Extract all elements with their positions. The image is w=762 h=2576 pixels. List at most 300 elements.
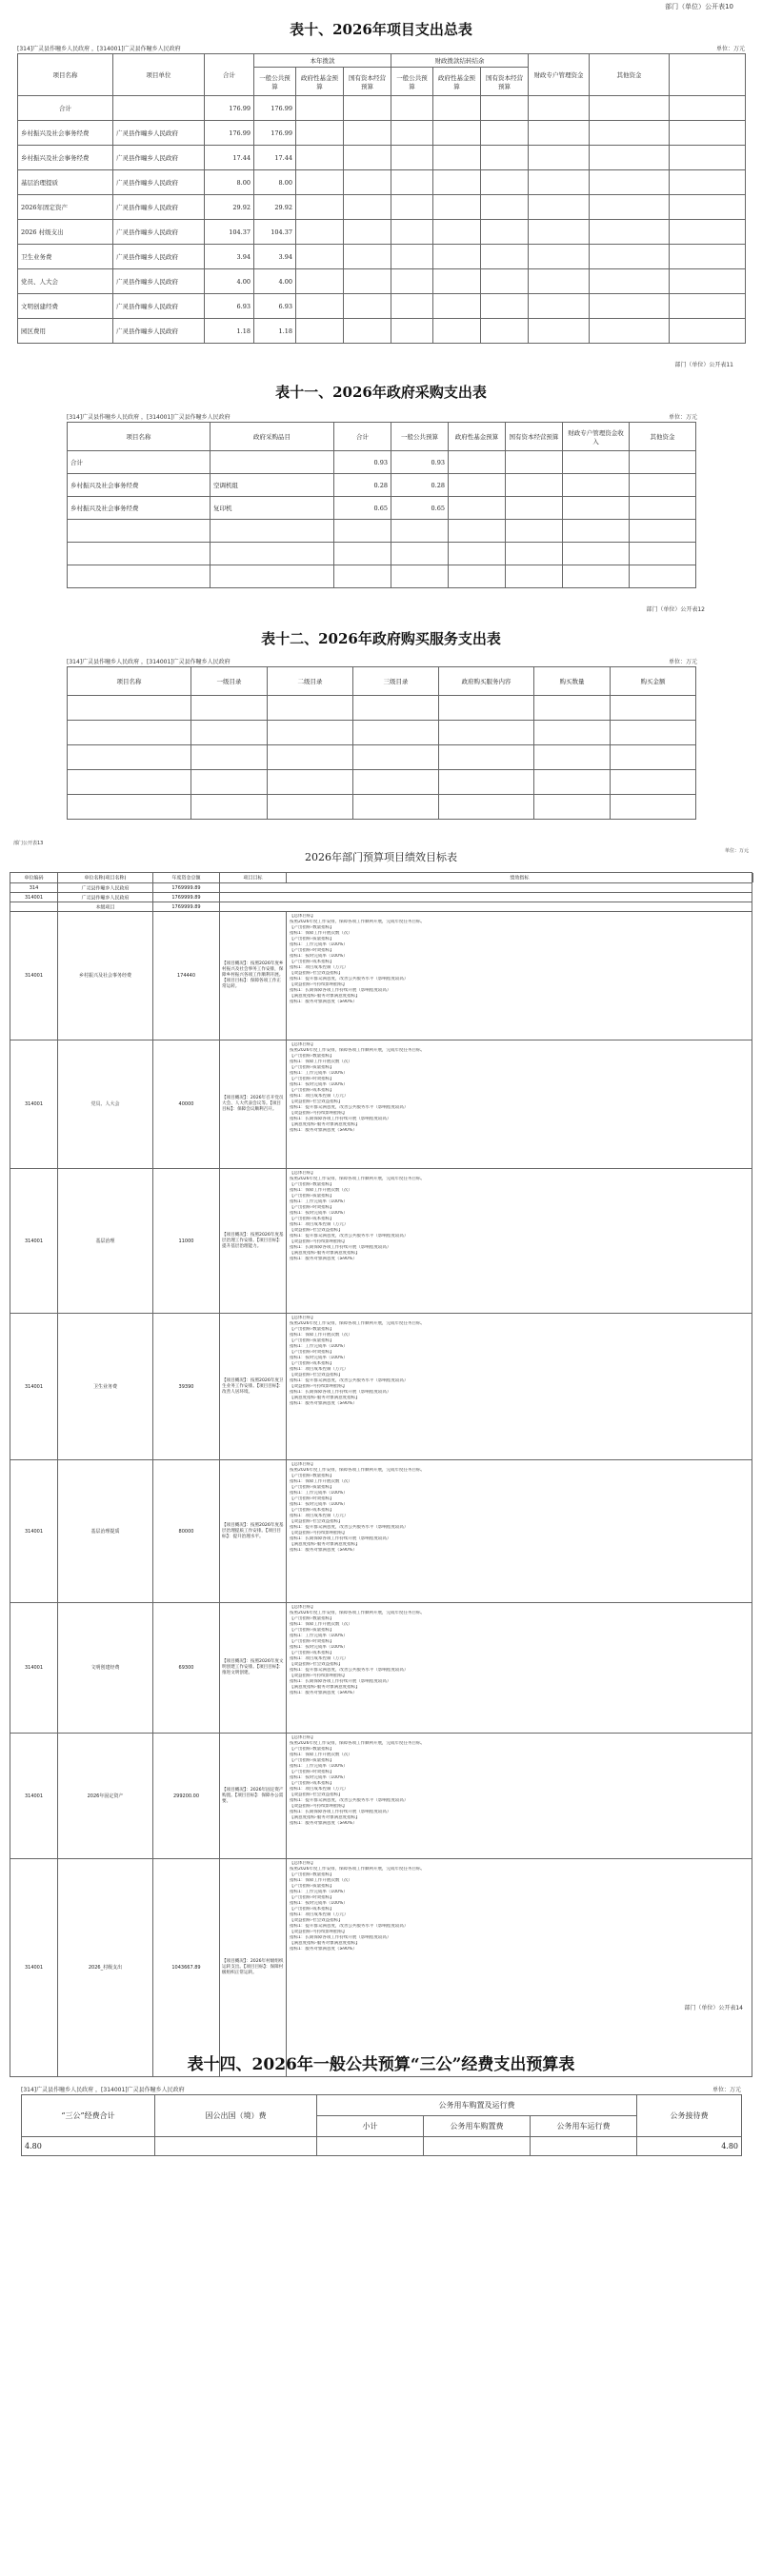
t13-indicator-line: 指标1：工作完成率（100%） <box>290 1764 348 1769</box>
table-11-title: 表十一、2026年政府采购支出表 <box>275 384 487 401</box>
table-12 <box>67 666 696 820</box>
t14-h-operation: 公务用车运行费 <box>531 2116 637 2137</box>
t13-project-name: 文明创建经费 <box>90 1665 120 1671</box>
t13-project-goal-cell <box>220 1603 287 1733</box>
t10-cell-empty <box>296 195 344 220</box>
t10-cell-empty <box>529 170 590 195</box>
t10-cell-name: 基层治理提质 <box>18 170 113 195</box>
t13-project-goal: 【项目概况】：按照2026年度卫生业务工作安排。【项目目标】：改善人居环境。 <box>222 1377 284 1395</box>
t12-empty-cell <box>534 721 611 745</box>
t13-summary-text: 1769999.89 <box>171 884 201 891</box>
t13-project-row <box>10 1314 752 1460</box>
t13-indicator-line: 【产出指标-数量指标】 <box>290 1616 334 1621</box>
t10-h-special: 财政专户管理资金 <box>529 54 590 96</box>
t13-indicator-line: 指标1：保障工作开展次数（次） <box>290 1479 352 1484</box>
t13-indicators <box>290 1316 751 1458</box>
t10-cell-total: 1.18 <box>205 319 254 344</box>
table-row <box>18 269 746 294</box>
t13-indicator-line: 【总体目标】 <box>290 1042 315 1047</box>
t14-abroad-value <box>155 2137 317 2156</box>
t13-indicator-line: 【产出指标-数量指标】 <box>290 1873 334 1877</box>
t11-header-cell: 政府采购品目 <box>211 423 334 451</box>
table-10-unit-left: [314]广灵县作疃乡人民政府 ，[314001]广灵县作疃乡人民政府 <box>17 46 181 52</box>
t10-cell-unit: 广灵县作疃乡人民政府 <box>113 146 205 170</box>
t13-indicator-line: 指标1：按时完成率（100%） <box>290 1645 348 1650</box>
table-10-section <box>0 0 762 376</box>
t13-summary-cell <box>153 893 220 902</box>
t13-indicator-line: 指标1：提升群众满意度，改善公共服务水平（影响程度较高） <box>290 1924 409 1929</box>
t13-project-amount-cell <box>153 1734 220 1858</box>
t14-h-reception: 公务接待费 <box>637 2095 742 2137</box>
t10-h-unit: 项目单位 <box>113 54 205 96</box>
t10-cell-name: 卫生业务费 <box>18 245 113 269</box>
t13-project-goal-cell <box>220 912 287 1040</box>
t13-header-cell <box>10 873 58 882</box>
t10-cell-general: 4.00 <box>254 269 296 294</box>
t13-indicator-line: 【产出指标-时效指标】 <box>290 1205 334 1210</box>
t13-project-name: 党员、人大会 <box>90 1101 120 1107</box>
t10-cell-empty <box>590 269 670 294</box>
t11-cell <box>449 451 506 474</box>
t13-project-name: 乡村振兴及社会事务经费 <box>78 973 131 979</box>
t13-indicator-line: 【产出指标-数量指标】 <box>290 1747 334 1752</box>
t13-indicator-line: 【产出指标-成本指标】 <box>290 960 334 964</box>
t10-cell-empty <box>391 121 433 146</box>
t13-project-goal: 【项目概况】：按照2026年度乡村振兴及社会事务工作安排，保障乡村振兴各项工作顺利开展。【项目目标】：保障各项工作正常运转。 <box>222 961 284 989</box>
t11-header-cell: 财政专户管理资金收入 <box>563 423 630 451</box>
t11-cell <box>630 474 696 497</box>
t12-empty-cell <box>611 721 696 745</box>
t10-cell-empty <box>296 294 344 319</box>
t10-cell-empty <box>296 96 344 121</box>
t13-indicator-line: 指标1：服务对象满意度（≥90%） <box>290 1548 357 1553</box>
t11-empty-cell <box>334 520 391 543</box>
t11-cell: 0.28 <box>391 474 449 497</box>
t10-cell-empty <box>481 96 529 121</box>
t10-cell-total: 176.99 <box>205 121 254 146</box>
t10-cell-empty <box>296 121 344 146</box>
t10-cell-total: 6.93 <box>205 294 254 319</box>
t10-cell-empty <box>590 170 670 195</box>
t11-empty-cell <box>563 565 630 588</box>
t13-summary-cell <box>58 883 153 892</box>
t13-project-name-cell <box>58 1734 153 1858</box>
t10-cell-empty <box>670 220 746 245</box>
t13-project-amount-cell <box>153 1314 220 1459</box>
t13-indicator-line: 【产出指标-时效指标】 <box>290 1077 334 1081</box>
table-11-footer: 部门（单位）公开表12 <box>646 606 705 613</box>
t13-indicator-line: 指标1：服务对象满意度（≥90%） <box>290 1257 357 1261</box>
t10-cell-empty <box>344 220 391 245</box>
t13-indicator-line: 指标1：服务对象满意度（≥90%） <box>290 1401 357 1406</box>
t12-empty-cell <box>439 721 534 745</box>
t10-cell-empty <box>670 319 746 344</box>
table-10-title: 表十、2026年项目支出总表 <box>290 21 472 38</box>
t12-header-cell: 二级目录 <box>268 667 353 696</box>
t10-cell-empty <box>529 121 590 146</box>
t10-cell-empty <box>481 269 529 294</box>
t13-indicator-line: 【产出指标-质量指标】 <box>290 1194 334 1199</box>
t13-indicator-line: 【总体目标】 <box>290 1735 315 1740</box>
t12-empty-cell <box>191 795 268 820</box>
t10-cell-empty <box>433 146 481 170</box>
t14-operation-value <box>531 2137 637 2156</box>
t10-cell-empty <box>670 170 746 195</box>
t13-indicator-line: 【产出指标-质量指标】 <box>290 1338 334 1343</box>
t11-empty-cell <box>211 543 334 565</box>
t12-empty-cell <box>353 795 439 820</box>
t11-empty-cell <box>630 520 696 543</box>
t13-header-text: 年度资金总额 <box>171 875 201 882</box>
t10-h-state: 国有资本经营预算 <box>344 68 391 96</box>
t13-project-code-cell <box>10 1460 58 1602</box>
t10-cell-name: 乡村振兴及社会事务经费 <box>18 121 113 146</box>
t10-cell-general: 3.94 <box>254 245 296 269</box>
t13-project-amount: 1043667.89 <box>171 1965 201 1971</box>
t13-header-text: 单位名称(项目名称) <box>84 875 127 882</box>
t11-empty-cell <box>391 520 449 543</box>
t11-header-cell: 项目名称 <box>68 423 211 451</box>
table-12-section <box>0 619 762 838</box>
t12-empty-cell <box>268 721 353 745</box>
t12-header-cell: 政府购买服务内容 <box>439 667 534 696</box>
t10-cell-empty <box>529 319 590 344</box>
table-12-unit-right: 单位：万元 <box>668 659 697 665</box>
t13-header-cell <box>153 873 220 882</box>
t13-project-name-cell <box>58 1460 153 1602</box>
t13-indicator-line: 指标1：长期保障各项工作持续开展（影响程度较高） <box>290 1245 391 1250</box>
t13-summary-text: 1769999.89 <box>171 903 201 910</box>
t13-project-name-cell <box>58 1169 153 1313</box>
t13-indicator-line: 【产出指标-质量指标】 <box>290 1485 334 1490</box>
t11-cell: 空调机组 <box>211 474 334 497</box>
t13-indicator-line: 指标1：项目成本控制（万元） <box>290 1787 349 1792</box>
t10-cell-empty <box>391 220 433 245</box>
t10-cell-total: 29.92 <box>205 195 254 220</box>
t12-empty-cell <box>191 745 268 770</box>
t10-cell-empty <box>391 146 433 170</box>
t13-summary-text: 本级项目 <box>95 904 115 910</box>
t13-indicator-line: 指标1：保障工作开展次数（次） <box>290 1060 352 1064</box>
t13-indicator-line: 【产出指标-质量指标】 <box>290 937 334 941</box>
t10-h-project: 项目名称 <box>18 54 113 96</box>
t10-cell-general: 29.92 <box>254 195 296 220</box>
t10-cell-name: 园区费用 <box>18 319 113 344</box>
t13-summary-text: 广灵县作疃乡人民政府 <box>81 885 130 891</box>
t12-empty-cell <box>68 745 191 770</box>
t10-cell-unit: 广灵县作疃乡人民政府 <box>113 294 205 319</box>
t11-header-cell: 合计 <box>334 423 391 451</box>
t10-cell-empty <box>433 245 481 269</box>
t13-indicator-line: 指标1：长期保障各项工作持续开展（影响程度较高） <box>290 1935 391 1940</box>
t11-cell <box>506 474 563 497</box>
t10-cell-unit: 广灵县作疃乡人民政府 <box>113 319 205 344</box>
t13-project-name-cell <box>58 1603 153 1733</box>
t13-indicator-line: 【效益指标-社会效益指标】 <box>290 1519 343 1524</box>
t14-h-subtotal: 小计 <box>317 2116 424 2137</box>
t13-indicator-line: 【总体目标】 <box>290 914 315 919</box>
t13-indicator-line: 【产出指标-时效指标】 <box>290 948 334 953</box>
t12-header-cell: 购买数量 <box>534 667 611 696</box>
t13-project-row <box>10 1460 752 1603</box>
t13-project-row <box>10 1040 752 1169</box>
t14-h-abroad: 因公出国（境）费 <box>155 2095 317 2137</box>
t13-indicator-line: 【满意度指标-服务对象满意度指标】 <box>290 1122 360 1127</box>
t12-empty-cell <box>68 770 191 795</box>
t10-h-blank <box>670 54 746 96</box>
t10-cell-empty <box>391 245 433 269</box>
t11-cell <box>449 474 506 497</box>
t13-project-name-cell <box>58 1314 153 1459</box>
t10-h-co-state: 国有资本经营预算 <box>481 68 529 96</box>
t10-cell-general: 17.44 <box>254 146 296 170</box>
t10-cell-empty <box>391 269 433 294</box>
t13-indicator-line: 按照2026年度工作安排，保障各项工作顺利开展，完成年度任务目标。 <box>290 1867 425 1872</box>
t13-project-amount: 69300 <box>178 1665 194 1671</box>
t12-empty-cell <box>439 770 534 795</box>
t11-header-cell: 国有资本经营预算 <box>506 423 563 451</box>
t13-project-code-cell <box>10 1734 58 1858</box>
t13-summary-text: 314 <box>29 884 39 891</box>
t13-project-goal-cell <box>220 1460 287 1602</box>
t11-empty-cell <box>211 520 334 543</box>
table-row <box>18 245 746 269</box>
t13-indicator-line: 【产出指标-时效指标】 <box>290 1770 334 1774</box>
t13-indicator-line: 指标1：长期保障各项工作持续开展（影响程度较高） <box>290 988 391 993</box>
t13-indicator-line: 【产出指标-质量指标】 <box>290 1884 334 1889</box>
t13-indicator-line: 按照2026年度工作安排，保障各项工作顺利开展，完成年度任务目标。 <box>290 1177 425 1181</box>
t13-indicator-line: 指标1：工作完成率（100%） <box>290 1199 348 1204</box>
t13-indicator-line: 指标1：服务对象满意度（≥90%） <box>290 1691 357 1695</box>
t13-indicators <box>290 1462 751 1601</box>
table-14-section <box>0 2037 762 2576</box>
t13-indicator-line: 【效益指标-社会效益指标】 <box>290 1373 343 1377</box>
table-10 <box>17 53 746 344</box>
t12-empty-cell <box>439 795 534 820</box>
t11-empty-cell <box>506 543 563 565</box>
t13-indicator-line: 【产出指标-数量指标】 <box>290 1182 334 1187</box>
t13-project-row <box>10 1734 752 1859</box>
t13-summary-cell <box>10 893 58 902</box>
t13-project-goal-cell <box>220 1169 287 1313</box>
t13-indicator-line: 【效益指标-可持续影响指标】 <box>290 1384 348 1389</box>
t10-cell-empty <box>344 294 391 319</box>
t14-subtotal-value <box>317 2137 424 2156</box>
t10-cell-unit: 广灵县作疃乡人民政府 <box>113 245 205 269</box>
table-12-unit-left: [314]广灵县作疃乡人民政府 ，[314001]广灵县作疃乡人民政府 <box>67 659 231 665</box>
t10-cell-empty <box>296 245 344 269</box>
t10-cell-general: 6.93 <box>254 294 296 319</box>
t13-project-amount: 11000 <box>178 1238 194 1244</box>
t13-project-code: 314001 <box>24 1665 44 1671</box>
t10-cell-empty <box>391 319 433 344</box>
t13-project-amount: 80000 <box>178 1528 194 1535</box>
t10-cell-empty <box>433 195 481 220</box>
t11-empty-cell <box>630 543 696 565</box>
t13-indicator-line: 指标1：保障工作开展次数（次） <box>290 1753 352 1757</box>
t13-indicator-line: 按照2026年度工作安排，保障各项工作顺利开展，完成年度任务目标。 <box>290 1048 425 1053</box>
t13-indicator-line: 指标1：提升群众满意度，改善公共服务水平（影响程度较高） <box>290 1234 409 1238</box>
t10-cell-name: 2026年固定资产 <box>18 195 113 220</box>
t12-empty-cell <box>534 770 611 795</box>
t13-project-code: 314001 <box>24 1383 44 1390</box>
t12-empty-cell <box>353 696 439 721</box>
t13-indicators <box>290 1042 751 1167</box>
t11-cell <box>506 497 563 520</box>
t10-cell-empty <box>590 319 670 344</box>
t11-cell <box>563 451 630 474</box>
t10-h-general: 一般公共预算 <box>254 68 296 96</box>
t13-header-text: 单位编码 <box>24 875 44 882</box>
t10-cell-empty <box>590 146 670 170</box>
t10-cell-empty <box>433 294 481 319</box>
table-row <box>18 319 746 344</box>
table-row <box>10 893 752 902</box>
t10-cell-empty <box>344 96 391 121</box>
t13-indicator-line: 【产出指标-成本指标】 <box>290 1361 334 1366</box>
t12-empty-cell <box>611 795 696 820</box>
t10-h-other: 其他资金 <box>590 54 670 96</box>
t11-empty-cell <box>68 565 211 588</box>
t13-project-amount: 40000 <box>178 1101 194 1107</box>
t13-indicator-line: 【产出指标-成本指标】 <box>290 1088 334 1093</box>
t13-summary-text: 1769999.89 <box>171 894 201 901</box>
t13-indicator-line: 【产出指标-时效指标】 <box>290 1350 334 1355</box>
t11-header-cell: 政府性基金预算 <box>449 423 506 451</box>
t10-cell-total: 104.37 <box>205 220 254 245</box>
t13-project-amount-cell <box>153 1040 220 1168</box>
t12-empty-cell <box>439 696 534 721</box>
t14-purchase-value <box>424 2137 531 2156</box>
t13-indicator-line: 【效益指标-可持续影响指标】 <box>290 1674 348 1678</box>
t13-indicator-line: 【产出指标-质量指标】 <box>290 1758 334 1763</box>
t13-indicator-line: 指标1：保障工作开展次数（次） <box>290 1622 352 1627</box>
t12-empty-cell <box>268 696 353 721</box>
t10-cell-total: 17.44 <box>205 146 254 170</box>
t13-indicator-line: 按照2026年度工作安排，保障各项工作顺利开展，完成年度任务目标。 <box>290 1741 425 1746</box>
t13-indicator-line: 指标1：保障工作开展次数（次） <box>290 1878 352 1883</box>
t13-indicator-line: 【满意度指标-服务对象满意度指标】 <box>290 994 360 999</box>
t11-empty-cell <box>334 543 391 565</box>
t11-header-cell: 其他资金 <box>630 423 696 451</box>
t13-indicator-line: 【效益指标-可持续影响指标】 <box>290 982 348 987</box>
t13-project-amount: 39390 <box>178 1383 194 1390</box>
t11-cell: 0.28 <box>334 474 391 497</box>
t13-indicator-line: 指标1：保障工作开展次数（次） <box>290 931 352 936</box>
t13-indicator-line: 指标1：服务对象满意度（≥90%） <box>290 1128 357 1133</box>
t11-cell <box>630 451 696 474</box>
t11-empty-cell <box>449 565 506 588</box>
t13-project-goal: 【项目概况】：2026年召开党员大会、人大代表会议等。【项目目标】：保障会议顺利召开。 <box>222 1096 284 1112</box>
t10-h-total: 合计 <box>205 54 254 96</box>
t11-cell: 合计 <box>68 451 211 474</box>
table-row <box>18 294 746 319</box>
t11-empty-cell <box>506 565 563 588</box>
t10-cell-empty <box>433 269 481 294</box>
t13-indicator-line: 指标1：项目成本控制（万元） <box>290 1367 349 1372</box>
t12-empty-cell <box>439 745 534 770</box>
table-10-footer: 部门（单位）公开表11 <box>674 362 733 368</box>
t13-indicator-line: 指标1：按时完成率（100%） <box>290 1356 348 1360</box>
t10-cell-empty <box>590 245 670 269</box>
t13-summary-cell <box>153 902 220 911</box>
t13-indicator-line: 指标1：项目成本控制（万元） <box>290 1514 349 1518</box>
t10-cell-unit: 广灵县作疃乡人民政府 <box>113 195 205 220</box>
t13-indicator-line: 指标1：提升群众满意度，改善公共服务水平（影响程度较高） <box>290 1378 409 1383</box>
t13-project-name-cell <box>58 912 153 1040</box>
t14-reception-value: 4.80 <box>637 2137 742 2156</box>
table-11-unit-right: 单位：万元 <box>668 414 697 421</box>
t12-empty-cell <box>534 795 611 820</box>
t10-cell-unit: 广灵县作疃乡人民政府 <box>113 121 205 146</box>
t13-indicator-line: 【产出指标-数量指标】 <box>290 925 334 930</box>
t10-cell-empty <box>391 170 433 195</box>
t13-project-goal-cell <box>220 1734 287 1858</box>
t13-indicator-line: 【效益指标-社会效益指标】 <box>290 1662 343 1667</box>
t13-indicator-line: 【满意度指标-服务对象满意度指标】 <box>290 1542 360 1547</box>
t13-indicator-line: 【产出指标-数量指标】 <box>290 1327 334 1332</box>
t10-cell-name: 党员、人大会 <box>18 269 113 294</box>
t13-summary-text: 314001 <box>24 894 44 901</box>
t12-empty-cell <box>191 770 268 795</box>
t10-cell-empty <box>670 195 746 220</box>
t10-cell-empty <box>670 96 746 121</box>
t13-indicators <box>290 1605 751 1732</box>
t10-cell-total: 3.94 <box>205 245 254 269</box>
t10-cell-empty <box>296 170 344 195</box>
t13-indicator-line: 【总体目标】 <box>290 1316 315 1320</box>
table-row <box>68 451 696 474</box>
t13-indicator-line: 指标1：项目成本控制（万元） <box>290 1222 349 1227</box>
t13-indicator-line: 【效益指标-可持续影响指标】 <box>290 1111 348 1116</box>
t10-cell-empty <box>481 294 529 319</box>
table-11-unit-left: [314]广灵县作疃乡人民政府 ，[314001]广灵县作疃乡人民政府 <box>67 414 231 421</box>
t13-indicator-line: 【产出指标-成本指标】 <box>290 1508 334 1513</box>
t10-cell-name: 乡村振兴及社会事务经费 <box>18 146 113 170</box>
t13-indicator-line: 【效益指标-社会效益指标】 <box>290 1100 343 1104</box>
t13-indicator-line: 【总体目标】 <box>290 1462 315 1467</box>
t13-indicator-line: 指标1：服务对象满意度（≥90%） <box>290 1000 357 1004</box>
t13-indicator-line: 【产出指标-时效指标】 <box>290 1639 334 1644</box>
table-row <box>18 96 746 121</box>
t13-indicators <box>290 1171 751 1312</box>
table-13-section <box>0 838 762 2018</box>
t10-cell-general: 176.99 <box>254 121 296 146</box>
t13-project-row <box>10 912 752 1040</box>
t13-project-goal: 【项目概况】：2026年村级组织运转支出。【项目目标】：保障村级组织正常运转。 <box>222 1959 284 1975</box>
t11-cell <box>630 497 696 520</box>
t10-cell-empty <box>481 220 529 245</box>
t13-indicators <box>290 1735 751 1857</box>
t11-empty-cell <box>68 520 211 543</box>
t13-indicator-line: 【产出指标-时效指标】 <box>290 1895 334 1900</box>
t10-cell-empty <box>529 195 590 220</box>
t10-cell-empty <box>296 319 344 344</box>
t10-cell-name: 文明创建经费 <box>18 294 113 319</box>
t11-empty-cell <box>211 565 334 588</box>
t10-cell-empty <box>670 245 746 269</box>
t12-empty-cell <box>68 721 191 745</box>
t13-project-name-cell <box>58 1040 153 1168</box>
t13-indicator-line: 【效益指标-社会效益指标】 <box>290 1793 343 1797</box>
t10-cell-empty <box>344 319 391 344</box>
t13-indicator-line: 【产出指标-质量指标】 <box>290 1628 334 1633</box>
t13-project-goal-cell <box>220 1040 287 1168</box>
t10-cell-empty <box>344 121 391 146</box>
t13-header-cell <box>58 873 153 882</box>
t13-indicator-line: 指标1：提升群众满意度，改善公共服务水平（影响程度较高） <box>290 1668 409 1673</box>
t11-cell: 乡村振兴及社会事务经费 <box>68 497 211 520</box>
